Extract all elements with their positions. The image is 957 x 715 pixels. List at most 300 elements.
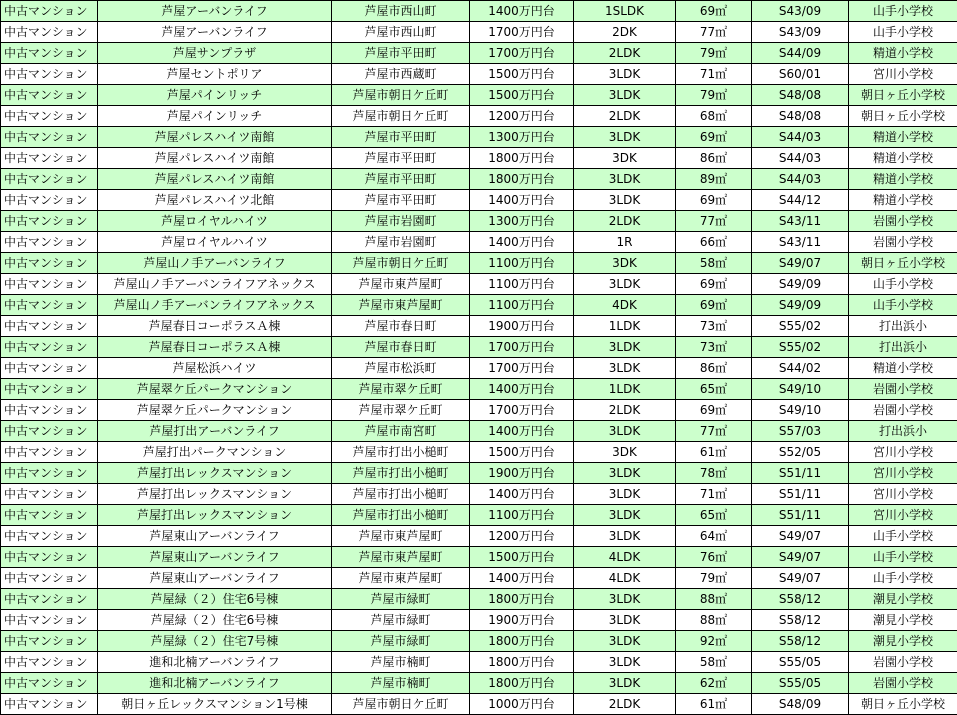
- floor-area-cell[interactable]: 69㎡: [676, 295, 752, 316]
- layout-cell[interactable]: 3LDK: [574, 673, 676, 694]
- property-type-cell[interactable]: 中古マンション: [1, 694, 98, 715]
- property-name-cell[interactable]: 芦屋サンプラザ: [98, 43, 332, 64]
- table-row: [1, 694, 957, 715]
- table-row: [1, 169, 957, 190]
- property-name-cell[interactable]: 芦屋ロイヤルハイツ: [98, 232, 332, 253]
- address-cell[interactable]: 芦屋市東芦屋町: [332, 547, 470, 568]
- floor-area-cell[interactable]: 64㎡: [676, 526, 752, 547]
- built-date-cell[interactable]: S43/09: [752, 1, 849, 22]
- price-cell[interactable]: 1100万円台: [470, 505, 574, 526]
- floor-area-cell[interactable]: 62㎡: [676, 673, 752, 694]
- layout-cell[interactable]: 2DK: [574, 22, 676, 43]
- built-date-cell[interactable]: S55/05: [752, 652, 849, 673]
- floor-area-cell[interactable]: 69㎡: [676, 274, 752, 295]
- price-cell[interactable]: 1000万円台: [470, 694, 574, 715]
- layout-cell[interactable]: 2LDK: [574, 400, 676, 421]
- address-cell[interactable]: 芦屋市打出小槌町: [332, 484, 470, 505]
- property-type-cell[interactable]: 中古マンション: [1, 379, 98, 400]
- table-row: [1, 85, 957, 106]
- address-cell[interactable]: 芦屋市緑町: [332, 610, 470, 631]
- address-cell[interactable]: 芦屋市翠ケ丘町: [332, 379, 470, 400]
- property-name-cell[interactable]: 芦屋アーバンライフ: [98, 1, 332, 22]
- property-name-cell[interactable]: 芦屋パインリッチ: [98, 106, 332, 127]
- property-name-cell[interactable]: 芦屋打出パークマンション: [98, 442, 332, 463]
- built-date-cell[interactable]: S58/12: [752, 610, 849, 631]
- layout-cell[interactable]: 3LDK: [574, 85, 676, 106]
- property-type-cell[interactable]: 中古マンション: [1, 631, 98, 652]
- property-type-cell[interactable]: 中古マンション: [1, 22, 98, 43]
- table-row: [1, 652, 957, 673]
- price-cell[interactable]: 1900万円台: [470, 463, 574, 484]
- floor-area-cell[interactable]: 86㎡: [676, 358, 752, 379]
- built-date-cell[interactable]: S49/07: [752, 253, 849, 274]
- price-cell[interactable]: 1400万円台: [470, 568, 574, 589]
- property-type-cell[interactable]: 中古マンション: [1, 211, 98, 232]
- floor-area-cell[interactable]: 79㎡: [676, 85, 752, 106]
- school-district-cell[interactable]: 山手小学校: [849, 274, 957, 295]
- price-cell[interactable]: 1300万円台: [470, 211, 574, 232]
- price-cell[interactable]: 1700万円台: [470, 400, 574, 421]
- property-name-cell[interactable]: 芦屋春日コーポラスＡ棟: [98, 337, 332, 358]
- property-type-cell[interactable]: 中古マンション: [1, 85, 98, 106]
- built-date-cell[interactable]: S44/02: [752, 358, 849, 379]
- property-name-cell[interactable]: 芦屋翠ケ丘パークマンション: [98, 400, 332, 421]
- price-cell[interactable]: 1200万円台: [470, 526, 574, 547]
- school-district-cell[interactable]: 岩園小学校: [849, 379, 957, 400]
- built-date-cell[interactable]: S55/05: [752, 673, 849, 694]
- property-type-cell[interactable]: 中古マンション: [1, 442, 98, 463]
- price-cell[interactable]: 1400万円台: [470, 190, 574, 211]
- price-cell[interactable]: 1800万円台: [470, 652, 574, 673]
- price-cell[interactable]: 1400万円台: [470, 421, 574, 442]
- layout-cell[interactable]: 1R: [574, 232, 676, 253]
- address-cell[interactable]: 芦屋市平田町: [332, 190, 470, 211]
- built-date-cell[interactable]: S57/03: [752, 421, 849, 442]
- school-district-cell[interactable]: 岩園小学校: [849, 400, 957, 421]
- property-type-cell[interactable]: 中古マンション: [1, 106, 98, 127]
- address-cell[interactable]: 芦屋市平田町: [332, 127, 470, 148]
- layout-cell[interactable]: 3LDK: [574, 526, 676, 547]
- address-cell[interactable]: 芦屋市春日町: [332, 337, 470, 358]
- floor-area-cell[interactable]: 71㎡: [676, 64, 752, 85]
- table-row: [1, 295, 957, 316]
- layout-cell[interactable]: 1LDK: [574, 316, 676, 337]
- property-name-cell[interactable]: 芦屋東山アーバンライフ: [98, 526, 332, 547]
- price-cell[interactable]: 1800万円台: [470, 148, 574, 169]
- built-date-cell[interactable]: S48/08: [752, 85, 849, 106]
- table-row: [1, 190, 957, 211]
- property-name-cell[interactable]: 芦屋ロイヤルハイツ: [98, 211, 332, 232]
- layout-cell[interactable]: 3LDK: [574, 274, 676, 295]
- built-date-cell[interactable]: S52/05: [752, 442, 849, 463]
- built-date-cell[interactable]: S51/11: [752, 505, 849, 526]
- address-cell[interactable]: 芦屋市楠町: [332, 652, 470, 673]
- school-district-cell[interactable]: 宮川小学校: [849, 64, 957, 85]
- built-date-cell[interactable]: S60/01: [752, 64, 849, 85]
- property-name-cell[interactable]: 芦屋打出レックスマンション: [98, 463, 332, 484]
- built-date-cell[interactable]: S51/11: [752, 484, 849, 505]
- address-cell[interactable]: 芦屋市翠ケ丘町: [332, 400, 470, 421]
- floor-area-cell[interactable]: 68㎡: [676, 106, 752, 127]
- price-cell[interactable]: 1800万円台: [470, 169, 574, 190]
- school-district-cell[interactable]: 宮川小学校: [849, 484, 957, 505]
- school-district-cell[interactable]: 潮見小学校: [849, 589, 957, 610]
- table-row: [1, 127, 957, 148]
- price-cell[interactable]: 1500万円台: [470, 64, 574, 85]
- property-type-cell[interactable]: 中古マンション: [1, 421, 98, 442]
- property-name-cell[interactable]: 芦屋東山アーバンライフ: [98, 547, 332, 568]
- floor-area-cell[interactable]: 61㎡: [676, 694, 752, 715]
- price-cell[interactable]: 1900万円台: [470, 610, 574, 631]
- school-district-cell[interactable]: 岩園小学校: [849, 673, 957, 694]
- property-name-cell[interactable]: 芦屋パレスハイツ北館: [98, 190, 332, 211]
- table-row: [1, 1, 957, 22]
- school-district-cell[interactable]: 精道小学校: [849, 190, 957, 211]
- address-cell[interactable]: 芦屋市西山町: [332, 22, 470, 43]
- table-row: [1, 106, 957, 127]
- floor-area-cell[interactable]: 79㎡: [676, 43, 752, 64]
- layout-cell[interactable]: 3LDK: [574, 463, 676, 484]
- table-row: [1, 64, 957, 85]
- floor-area-cell[interactable]: 58㎡: [676, 652, 752, 673]
- price-cell[interactable]: 1400万円台: [470, 232, 574, 253]
- property-type-cell[interactable]: 中古マンション: [1, 673, 98, 694]
- floor-area-cell[interactable]: 69㎡: [676, 400, 752, 421]
- property-name-cell[interactable]: 芦屋山ノ手アーバンライフアネックス: [98, 295, 332, 316]
- built-date-cell[interactable]: S44/12: [752, 190, 849, 211]
- school-district-cell[interactable]: 山手小学校: [849, 1, 957, 22]
- layout-cell[interactable]: 4LDK: [574, 568, 676, 589]
- school-district-cell[interactable]: 朝日ヶ丘小学校: [849, 106, 957, 127]
- school-district-cell[interactable]: 朝日ヶ丘小学校: [849, 253, 957, 274]
- floor-area-cell[interactable]: 86㎡: [676, 148, 752, 169]
- address-cell[interactable]: 芦屋市打出小槌町: [332, 505, 470, 526]
- price-cell[interactable]: 1500万円台: [470, 442, 574, 463]
- built-date-cell[interactable]: S43/11: [752, 232, 849, 253]
- property-type-cell[interactable]: 中古マンション: [1, 568, 98, 589]
- table-row: [1, 547, 957, 568]
- built-date-cell[interactable]: S55/02: [752, 316, 849, 337]
- school-district-cell[interactable]: 打出浜小: [849, 337, 957, 358]
- property-name-cell[interactable]: 芦屋春日コーポラスＡ棟: [98, 316, 332, 337]
- school-district-cell[interactable]: 精道小学校: [849, 127, 957, 148]
- layout-cell[interactable]: 3LDK: [574, 484, 676, 505]
- layout-cell[interactable]: 2LDK: [574, 43, 676, 64]
- property-name-cell[interactable]: 芦屋アーバンライフ: [98, 22, 332, 43]
- property-type-cell[interactable]: 中古マンション: [1, 337, 98, 358]
- school-district-cell[interactable]: 宮川小学校: [849, 442, 957, 463]
- table-row: [1, 526, 957, 547]
- price-cell[interactable]: 1300万円台: [470, 127, 574, 148]
- school-district-cell[interactable]: 朝日ヶ丘小学校: [849, 85, 957, 106]
- price-cell[interactable]: 1400万円台: [470, 1, 574, 22]
- address-cell[interactable]: 芦屋市平田町: [332, 169, 470, 190]
- layout-cell[interactable]: 2LDK: [574, 106, 676, 127]
- property-type-cell[interactable]: 中古マンション: [1, 190, 98, 211]
- price-cell[interactable]: 1500万円台: [470, 85, 574, 106]
- floor-area-cell[interactable]: 73㎡: [676, 316, 752, 337]
- school-district-cell[interactable]: 精道小学校: [849, 169, 957, 190]
- price-cell[interactable]: 1900万円台: [470, 316, 574, 337]
- table-row: [1, 589, 957, 610]
- property-name-cell[interactable]: 芦屋緑（２）住宅6号棟: [98, 610, 332, 631]
- school-district-cell[interactable]: 打出浜小: [849, 316, 957, 337]
- built-date-cell[interactable]: S48/09: [752, 694, 849, 715]
- address-cell[interactable]: 芦屋市松浜町: [332, 358, 470, 379]
- school-district-cell[interactable]: 岩園小学校: [849, 211, 957, 232]
- address-cell[interactable]: 芦屋市緑町: [332, 589, 470, 610]
- layout-cell[interactable]: 4LDK: [574, 547, 676, 568]
- floor-area-cell[interactable]: 65㎡: [676, 379, 752, 400]
- layout-cell[interactable]: 4DK: [574, 295, 676, 316]
- built-date-cell[interactable]: S51/11: [752, 463, 849, 484]
- floor-area-cell[interactable]: 66㎡: [676, 232, 752, 253]
- address-cell[interactable]: 芦屋市楠町: [332, 673, 470, 694]
- school-district-cell[interactable]: 岩園小学校: [849, 652, 957, 673]
- school-district-cell[interactable]: 宮川小学校: [849, 463, 957, 484]
- school-district-cell[interactable]: 打出浜小: [849, 421, 957, 442]
- property-type-cell[interactable]: 中古マンション: [1, 358, 98, 379]
- property-type-cell[interactable]: 中古マンション: [1, 127, 98, 148]
- property-type-cell[interactable]: 中古マンション: [1, 295, 98, 316]
- table-row: [1, 484, 957, 505]
- floor-area-cell[interactable]: 88㎡: [676, 610, 752, 631]
- built-date-cell[interactable]: S44/09: [752, 43, 849, 64]
- property-type-cell[interactable]: 中古マンション: [1, 1, 98, 22]
- address-cell[interactable]: 芦屋市西山町: [332, 1, 470, 22]
- floor-area-cell[interactable]: 65㎡: [676, 505, 752, 526]
- floor-area-cell[interactable]: 71㎡: [676, 484, 752, 505]
- address-cell[interactable]: 芦屋市緑町: [332, 631, 470, 652]
- table-row: [1, 505, 957, 526]
- address-cell[interactable]: 芦屋市打出小槌町: [332, 463, 470, 484]
- layout-cell[interactable]: 3LDK: [574, 64, 676, 85]
- floor-area-cell[interactable]: 88㎡: [676, 589, 752, 610]
- price-cell[interactable]: 1700万円台: [470, 43, 574, 64]
- floor-area-cell[interactable]: 76㎡: [676, 547, 752, 568]
- floor-area-cell[interactable]: 92㎡: [676, 631, 752, 652]
- address-cell[interactable]: 芦屋市南宮町: [332, 421, 470, 442]
- property-name-cell[interactable]: 芦屋山ノ手アーバンライフアネックス: [98, 274, 332, 295]
- built-date-cell[interactable]: S49/07: [752, 547, 849, 568]
- layout-cell[interactable]: 3DK: [574, 148, 676, 169]
- table-row: [1, 610, 957, 631]
- property-name-cell[interactable]: 芦屋緑（２）住宅6号棟: [98, 589, 332, 610]
- built-date-cell[interactable]: S49/07: [752, 526, 849, 547]
- address-cell[interactable]: 芦屋市東芦屋町: [332, 274, 470, 295]
- built-date-cell[interactable]: S55/02: [752, 337, 849, 358]
- layout-cell[interactable]: 3LDK: [574, 505, 676, 526]
- property-name-cell[interactable]: 芦屋パレスハイツ南館: [98, 148, 332, 169]
- address-cell[interactable]: 芦屋市平田町: [332, 43, 470, 64]
- table-row: [1, 358, 957, 379]
- built-date-cell[interactable]: S43/11: [752, 211, 849, 232]
- property-type-cell[interactable]: 中古マンション: [1, 652, 98, 673]
- school-district-cell[interactable]: 潮見小学校: [849, 610, 957, 631]
- address-cell[interactable]: 芦屋市打出小槌町: [332, 442, 470, 463]
- price-cell[interactable]: 1100万円台: [470, 295, 574, 316]
- address-cell[interactable]: 芦屋市平田町: [332, 148, 470, 169]
- address-cell[interactable]: 芦屋市西蔵町: [332, 64, 470, 85]
- built-date-cell[interactable]: S48/08: [752, 106, 849, 127]
- property-type-cell[interactable]: 中古マンション: [1, 148, 98, 169]
- built-date-cell[interactable]: S44/03: [752, 148, 849, 169]
- floor-area-cell[interactable]: 58㎡: [676, 253, 752, 274]
- built-date-cell[interactable]: S43/09: [752, 22, 849, 43]
- floor-area-cell[interactable]: 77㎡: [676, 421, 752, 442]
- address-cell[interactable]: 芦屋市朝日ケ丘町: [332, 85, 470, 106]
- built-date-cell[interactable]: S49/09: [752, 274, 849, 295]
- table-row: [1, 211, 957, 232]
- layout-cell[interactable]: 2LDK: [574, 694, 676, 715]
- property-name-cell[interactable]: 芦屋パレスハイツ南館: [98, 127, 332, 148]
- layout-cell[interactable]: 3LDK: [574, 631, 676, 652]
- school-district-cell[interactable]: 山手小学校: [849, 547, 957, 568]
- property-name-cell[interactable]: 芦屋パインリッチ: [98, 85, 332, 106]
- layout-cell[interactable]: 3LDK: [574, 358, 676, 379]
- address-cell[interactable]: 芦屋市東芦屋町: [332, 568, 470, 589]
- school-district-cell[interactable]: 岩園小学校: [849, 232, 957, 253]
- property-name-cell[interactable]: 芦屋東山アーバンライフ: [98, 568, 332, 589]
- built-date-cell[interactable]: S49/09: [752, 295, 849, 316]
- school-district-cell[interactable]: 山手小学校: [849, 22, 957, 43]
- property-name-cell[interactable]: 芦屋山ノ手アーバンライフ: [98, 253, 332, 274]
- layout-cell[interactable]: 3DK: [574, 253, 676, 274]
- address-cell[interactable]: 芦屋市朝日ケ丘町: [332, 253, 470, 274]
- floor-area-cell[interactable]: 69㎡: [676, 1, 752, 22]
- table-row: [1, 379, 957, 400]
- floor-area-cell[interactable]: 61㎡: [676, 442, 752, 463]
- floor-area-cell[interactable]: 69㎡: [676, 190, 752, 211]
- layout-cell[interactable]: 3LDK: [574, 652, 676, 673]
- layout-cell[interactable]: 1SLDK: [574, 1, 676, 22]
- address-cell[interactable]: 芦屋市東芦屋町: [332, 526, 470, 547]
- price-cell[interactable]: 1400万円台: [470, 379, 574, 400]
- property-type-cell[interactable]: 中古マンション: [1, 589, 98, 610]
- school-district-cell[interactable]: 潮見小学校: [849, 631, 957, 652]
- property-type-cell[interactable]: 中古マンション: [1, 169, 98, 190]
- built-date-cell[interactable]: S49/10: [752, 379, 849, 400]
- property-name-cell[interactable]: 芦屋セントポリア: [98, 64, 332, 85]
- address-cell[interactable]: 芦屋市岩園町: [332, 232, 470, 253]
- property-type-cell[interactable]: 中古マンション: [1, 610, 98, 631]
- layout-cell[interactable]: 3LDK: [574, 127, 676, 148]
- price-cell[interactable]: 1100万円台: [470, 274, 574, 295]
- price-cell[interactable]: 1400万円台: [470, 484, 574, 505]
- property-name-cell[interactable]: 芦屋松浜ハイツ: [98, 358, 332, 379]
- school-district-cell[interactable]: 山手小学校: [849, 568, 957, 589]
- floor-area-cell[interactable]: 79㎡: [676, 568, 752, 589]
- layout-cell[interactable]: 3LDK: [574, 421, 676, 442]
- property-type-cell[interactable]: 中古マンション: [1, 484, 98, 505]
- property-name-cell[interactable]: 芦屋パレスハイツ南館: [98, 169, 332, 190]
- floor-area-cell[interactable]: 69㎡: [676, 127, 752, 148]
- table-row: [1, 400, 957, 421]
- layout-cell[interactable]: 3LDK: [574, 190, 676, 211]
- price-cell[interactable]: 1200万円台: [470, 106, 574, 127]
- price-cell[interactable]: 1700万円台: [470, 358, 574, 379]
- built-date-cell[interactable]: S58/12: [752, 631, 849, 652]
- built-date-cell[interactable]: S44/03: [752, 169, 849, 190]
- table-row: [1, 421, 957, 442]
- floor-area-cell[interactable]: 77㎡: [676, 211, 752, 232]
- table-body: [1, 1, 957, 715]
- school-district-cell[interactable]: 宮川小学校: [849, 505, 957, 526]
- table-row: [1, 22, 957, 43]
- address-cell[interactable]: 芦屋市春日町: [332, 316, 470, 337]
- table-row: [1, 568, 957, 589]
- school-district-cell[interactable]: 精道小学校: [849, 358, 957, 379]
- property-type-cell[interactable]: 中古マンション: [1, 316, 98, 337]
- built-date-cell[interactable]: S44/03: [752, 127, 849, 148]
- price-cell[interactable]: 1800万円台: [470, 673, 574, 694]
- property-name-cell[interactable]: 進和北楠アーバンライフ: [98, 652, 332, 673]
- table-row: [1, 316, 957, 337]
- floor-area-cell[interactable]: 78㎡: [676, 463, 752, 484]
- built-date-cell[interactable]: S58/12: [752, 589, 849, 610]
- property-type-cell[interactable]: 中古マンション: [1, 400, 98, 421]
- layout-cell[interactable]: 3LDK: [574, 610, 676, 631]
- school-district-cell[interactable]: 精道小学校: [849, 43, 957, 64]
- address-cell[interactable]: 芦屋市朝日ケ丘町: [332, 106, 470, 127]
- price-cell[interactable]: 1800万円台: [470, 589, 574, 610]
- table-row: [1, 232, 957, 253]
- address-cell[interactable]: 芦屋市朝日ケ丘町: [332, 694, 470, 715]
- address-cell[interactable]: 芦屋市岩園町: [332, 211, 470, 232]
- property-type-cell[interactable]: 中古マンション: [1, 232, 98, 253]
- property-type-cell[interactable]: 中古マンション: [1, 253, 98, 274]
- layout-cell[interactable]: 1LDK: [574, 379, 676, 400]
- price-cell[interactable]: 1100万円台: [470, 253, 574, 274]
- property-type-cell[interactable]: 中古マンション: [1, 43, 98, 64]
- address-cell[interactable]: 芦屋市東芦屋町: [332, 295, 470, 316]
- property-type-cell[interactable]: 中古マンション: [1, 274, 98, 295]
- property-name-cell[interactable]: 芦屋打出アーバンライフ: [98, 421, 332, 442]
- property-name-cell[interactable]: 芦屋打出レックスマンション: [98, 484, 332, 505]
- layout-cell[interactable]: 2LDK: [574, 211, 676, 232]
- price-cell[interactable]: 1800万円台: [470, 631, 574, 652]
- property-name-cell[interactable]: 芦屋打出レックスマンション: [98, 505, 332, 526]
- school-district-cell[interactable]: 山手小学校: [849, 295, 957, 316]
- price-cell[interactable]: 1500万円台: [470, 547, 574, 568]
- school-district-cell[interactable]: 山手小学校: [849, 526, 957, 547]
- floor-area-cell[interactable]: 73㎡: [676, 337, 752, 358]
- price-cell[interactable]: 1700万円台: [470, 22, 574, 43]
- layout-cell[interactable]: 3LDK: [574, 589, 676, 610]
- property-type-cell[interactable]: 中古マンション: [1, 505, 98, 526]
- floor-area-cell[interactable]: 89㎡: [676, 169, 752, 190]
- layout-cell[interactable]: 3LDK: [574, 337, 676, 358]
- property-name-cell[interactable]: 芦屋翠ケ丘パークマンション: [98, 379, 332, 400]
- property-type-cell[interactable]: 中古マンション: [1, 463, 98, 484]
- layout-cell[interactable]: 3LDK: [574, 169, 676, 190]
- price-cell[interactable]: 1700万円台: [470, 337, 574, 358]
- school-district-cell[interactable]: 朝日ヶ丘小学校: [849, 694, 957, 715]
- property-name-cell[interactable]: 朝日ヶ丘レックスマンション1号棟: [98, 694, 332, 715]
- property-type-cell[interactable]: 中古マンション: [1, 526, 98, 547]
- floor-area-cell[interactable]: 77㎡: [676, 22, 752, 43]
- built-date-cell[interactable]: S49/10: [752, 400, 849, 421]
- property-name-cell[interactable]: 進和北楠アーバンライフ: [98, 673, 332, 694]
- property-name-cell[interactable]: 芦屋緑（２）住宅7号棟: [98, 631, 332, 652]
- property-type-cell[interactable]: 中古マンション: [1, 547, 98, 568]
- school-district-cell[interactable]: 精道小学校: [849, 148, 957, 169]
- built-date-cell[interactable]: S49/07: [752, 568, 849, 589]
- property-type-cell[interactable]: 中古マンション: [1, 64, 98, 85]
- table-row: [1, 148, 957, 169]
- table-row: [1, 43, 957, 64]
- layout-cell[interactable]: 3DK: [574, 442, 676, 463]
